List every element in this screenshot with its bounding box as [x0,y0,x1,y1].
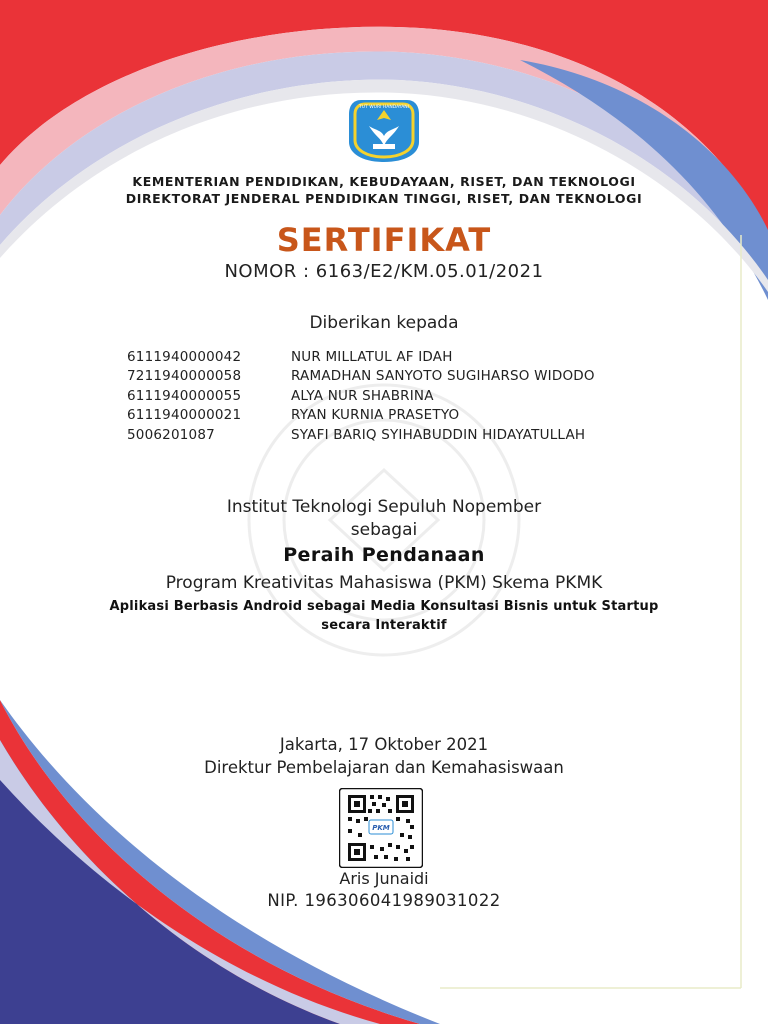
recipient-name: RAMADHAN SANYOTO SUGIHARSO WIDODO [291,368,595,385]
award-role: Peraih Pendanaan [283,544,485,566]
recipient-nim: 6111940000042 [127,348,242,365]
signer-position: Direktur Pembelajaran dan Kemahasiswaan [204,758,564,777]
signer-nip: NIP. 196306041989031022 [267,891,501,910]
recipient-name: SYAFI BARIQ SYIHABUDDIN HIDAYATULLAH [291,426,586,443]
recipient-nim: 5006201087 [127,426,215,443]
recipient-name: NUR MILLATUL AF IDAH [291,348,453,365]
table-row [127,367,595,387]
given-to-label: Diberikan kepada [309,313,459,333]
recipient-nim: 7211940000058 [127,368,242,385]
recipient-name: ALYA NUR SHABRINA [291,387,434,404]
directorate-name: DIREKTORAT JENDERAL PENDIDIKAN TINGGI, RISET, DAN TEKNOLOGI [125,191,643,206]
table-row [127,425,595,445]
program-name: Program Kreativitas Mahasiswa (PKM) Skema PKMK [165,573,603,593]
place-date: Jakarta, 17 Oktober 2021 [279,735,489,754]
qr-code-icon [339,788,423,868]
svg-text:TUT WURI HANDAYANI: TUT WURI HANDAYANI [359,105,409,110]
table-row [127,347,595,367]
table-row [127,386,595,406]
recipient-nim: 6111940000055 [127,387,242,404]
table-row [127,406,595,426]
recipient-nim: 6111940000021 [127,407,242,424]
certificate-number: NOMOR : 6163/E2/KM.05.01/2021 [224,261,544,282]
recipient-name: RYAN KURNIA PRASETYO [291,407,460,424]
signer-name: Aris Junaidi [339,869,429,888]
svg-text:PKM: PKM [372,824,390,832]
institution-name: Institut Teknologi Sepuluh Nopember [226,497,542,517]
project-title-line2: secara Interaktif [321,618,447,633]
certificate-title: SERTIFIKAT [276,221,492,259]
ministry-name: KEMENTERIAN PENDIDIKAN, KEBUDAYAAN, RISET, DAN TEKNOLOGI [132,174,636,189]
as-label: sebagai [350,520,418,540]
project-title-line1: Aplikasi Berbasis Android sebagai Media Konsultasi Bisnis untuk Startup [109,599,659,614]
recipients-table [127,347,595,445]
